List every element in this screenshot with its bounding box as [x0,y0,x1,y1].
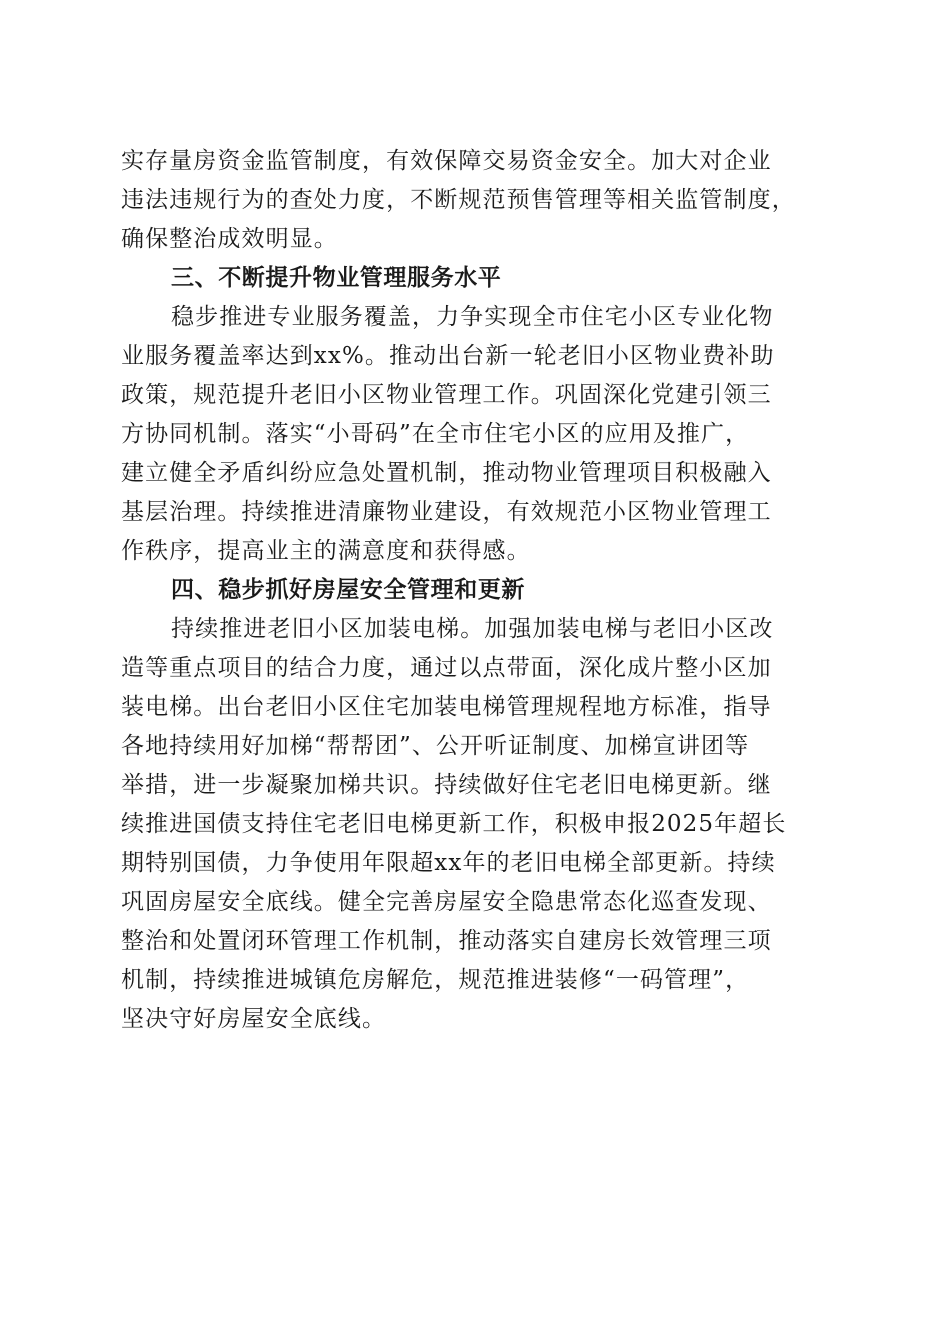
paragraph-line: 整治和处置闭环管理工作机制，推动落实自建房长效管理三项 [121,928,772,954]
section-heading-3: 三、不断提升物业管理服务水平 [171,265,502,291]
paragraph-line: 装电梯。出台老旧小区住宅加装电梯管理规程地方标准，指导 [121,694,772,720]
paragraph-line: 确保整治成效明显。 [121,226,338,252]
paragraph-line: 机制，持续推进城镇危房解危，规范推进装修“一码管理”， [121,967,750,993]
section-heading-4: 四、稳步抓好房屋安全管理和更新 [171,577,525,603]
paragraph-line: 造等重点项目的结合力度，通过以点带面，深化成片整小区加 [121,655,772,681]
paragraph-line: 续推进国债支持住宅老旧电梯更新工作，积极申报2025年超长 [121,811,787,837]
paragraph-line: 违法违规行为的查处力度，不断规范预售管理等相关监管制度， [121,187,796,213]
paragraph-line: 举措，进一步凝聚加梯共识。持续做好住宅老旧电梯更新。继 [121,772,772,798]
paragraph-line: 持续推进老旧小区加装电梯。加强加装电梯与老旧小区改 [171,616,774,642]
paragraph-line: 实存量房资金监管制度，有效保障交易资金安全。加大对企业 [121,148,772,174]
paragraph-line: 巩固房屋安全底线。健全完善房屋安全隐患常态化巡查发现、 [121,889,772,915]
paragraph-line: 业服务覆盖率达到xx%。推动出台新一轮老旧小区物业费补助 [121,343,775,369]
document-page [121,142,831,1039]
paragraph-line: 作秩序，提高业主的满意度和获得感。 [121,538,531,564]
paragraph-line: 建立健全矛盾纠纷应急处置机制，推动物业管理项目积极融入 [121,460,772,486]
paragraph-line: 稳步推进专业服务覆盖，力争实现全市住宅小区专业化物 [171,304,774,330]
paragraph-line: 政策，规范提升老旧小区物业管理工作。巩固深化党建引领三 [121,382,772,408]
paragraph-line: 期特别国债，力争使用年限超xx年的老旧电梯全部更新。持续 [121,850,776,876]
paragraph-line: 坚决守好房屋安全底线。 [121,1006,387,1032]
paragraph-line: 基层治理。持续推进清廉物业建设，有效规范小区物业管理工 [121,499,772,525]
paragraph-line: 方协同机制。落实“小哥码”在全市住宅小区的应用及推广， [121,421,750,447]
paragraph-line: 各地持续用好加梯“帮帮团”、公开听证制度、加梯宣讲团等 [121,733,750,759]
